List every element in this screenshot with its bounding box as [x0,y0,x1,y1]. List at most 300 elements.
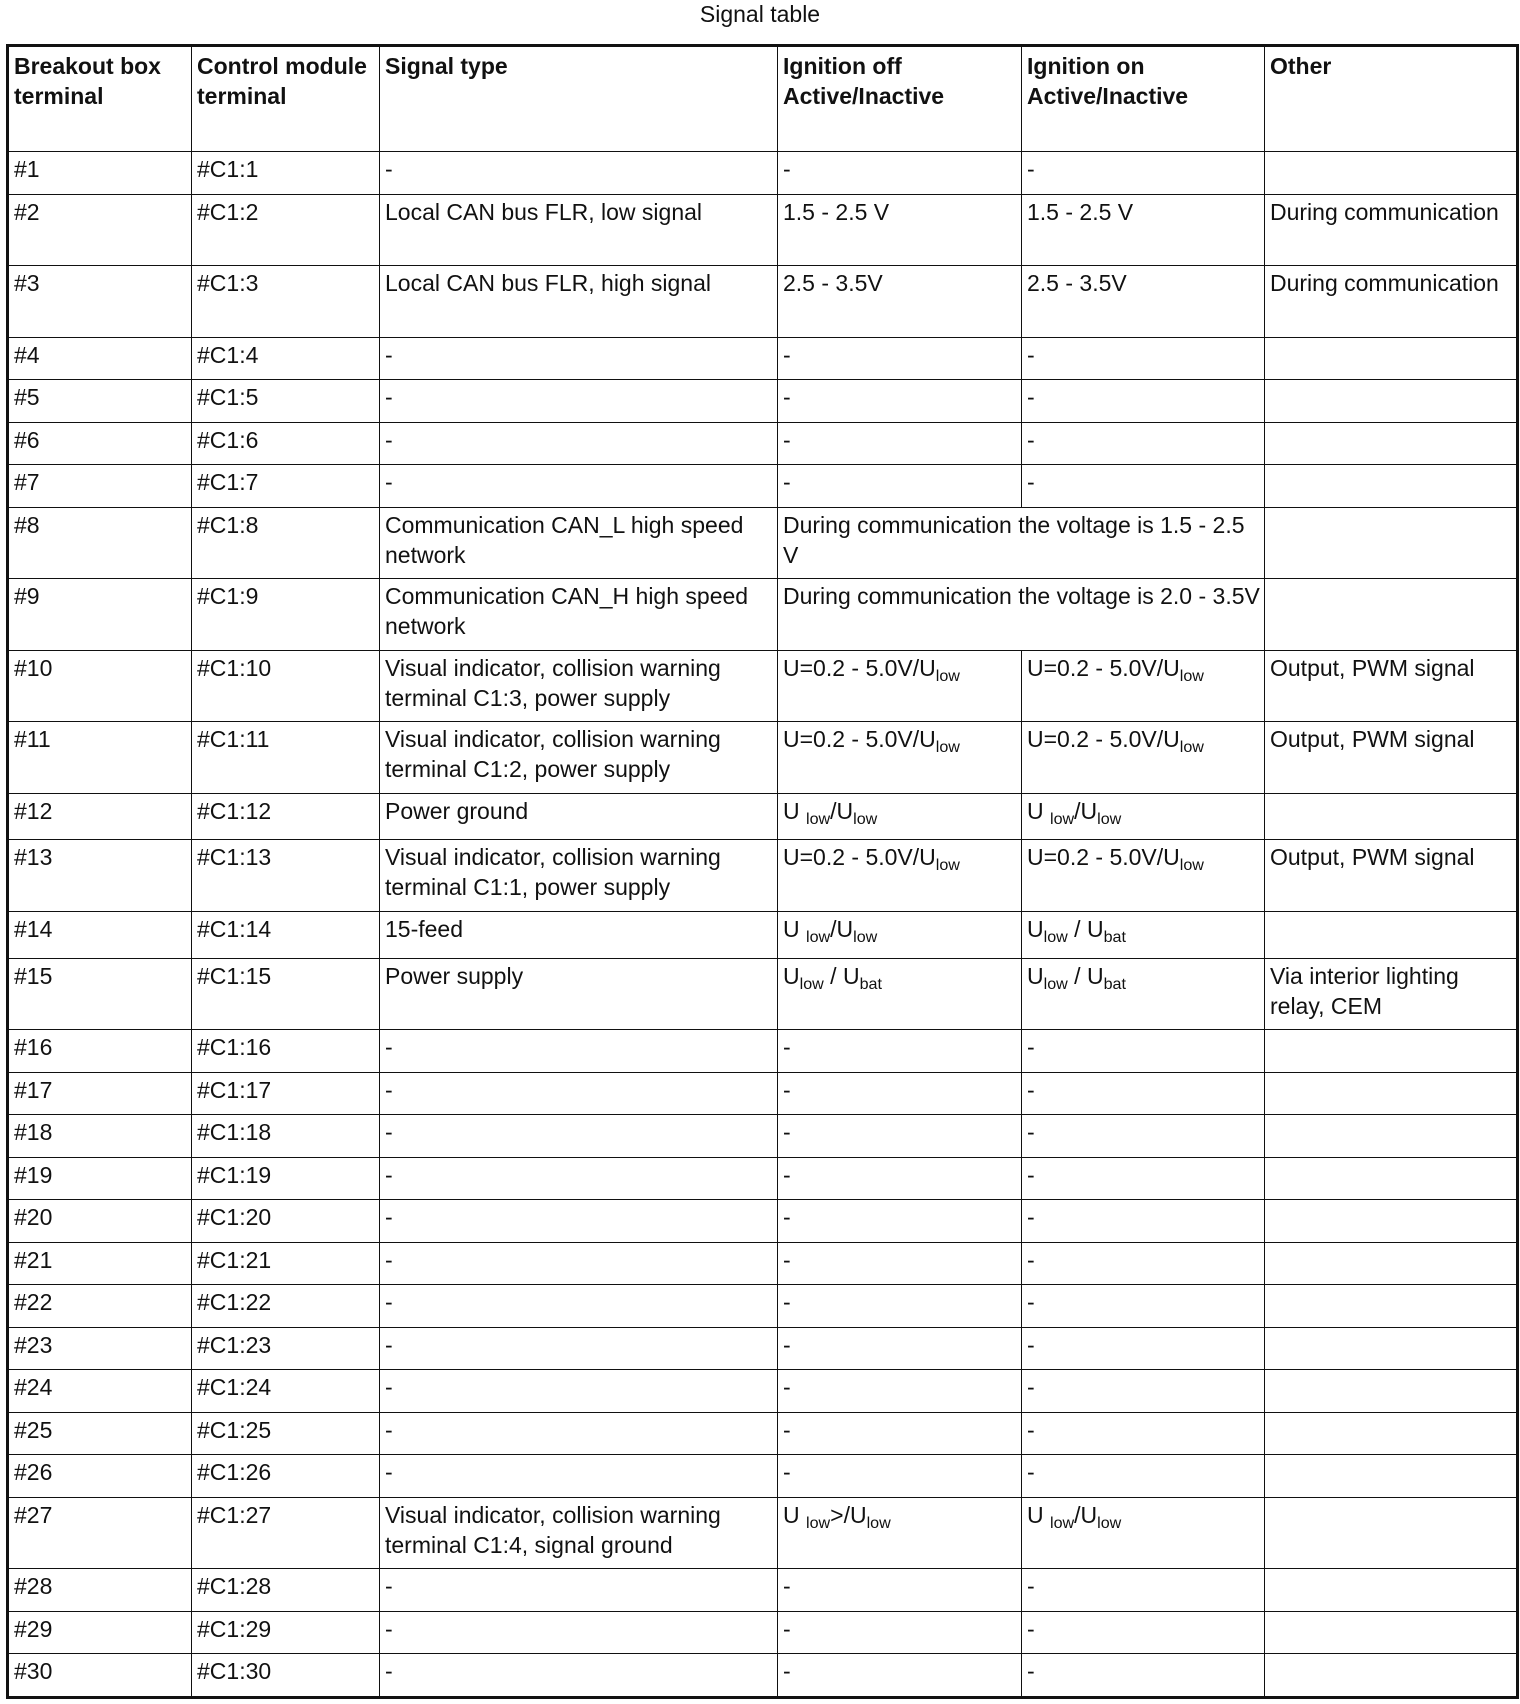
on-value: - [1027,426,1035,453]
ignition-on-cell [1022,465,1265,508]
other-cell [1265,422,1518,465]
ignition-off-cell [778,793,1022,840]
breakout-box-terminal-cell: #11 [8,722,192,794]
on-value: U=0.2 - 5.0V/U [1027,844,1180,871]
control-module-terminal-cell: #C1:21 [192,1242,380,1285]
off-value: - [783,1416,791,1443]
other-cell: Output, PWM signal [1265,722,1518,794]
breakout-box-terminal-cell: #1 [8,152,192,195]
signal-type-cell: - [380,1157,778,1200]
table-row [8,1157,1518,1200]
signal-type-cell: Power ground [380,793,778,840]
breakout-box-terminal-cell: #2 [8,194,192,266]
table-row [8,958,1518,1030]
ignition-on-cell [1022,1030,1265,1073]
off-value-subscript: low [853,927,878,946]
off-value: - [783,1331,791,1358]
table-row [8,1030,1518,1073]
off-value: - [783,341,791,368]
ignition-off-cell [778,1497,1022,1569]
table-row [8,194,1518,266]
table-header [8,46,1518,152]
ignition-on-cell [1022,1115,1265,1158]
header-ignition-on: Ignition on Active/Inactive [1022,46,1265,152]
off-value: - [783,469,791,496]
on-value-subscript: low [1179,856,1204,875]
control-module-terminal-cell: #C1:6 [192,422,380,465]
breakout-box-terminal-cell: #21 [8,1242,192,1285]
ignition-off-cell [778,650,1022,722]
on-value: - [1027,384,1035,411]
table-row [8,1115,1518,1158]
ignition-off-cell [778,1569,1022,1612]
ignition-off-cell [778,380,1022,423]
on-value: - [1027,1076,1035,1103]
off-value: - [783,1204,791,1231]
on-value: - [1027,1034,1035,1061]
on-value: - [1027,1459,1035,1486]
signal-type-cell: - [380,1412,778,1455]
ignition-on-cell [1022,1455,1265,1498]
ignition-on-cell [1022,958,1265,1030]
breakout-box-terminal-cell: #23 [8,1327,192,1370]
signal-type-cell: Local CAN bus FLR, high signal [380,266,778,338]
control-module-terminal-cell: #C1:26 [192,1455,380,1498]
table-row [8,1497,1518,1569]
control-module-terminal-cell: #C1:14 [192,911,380,958]
ignition-off-cell [778,465,1022,508]
ignition-on-cell [1022,1569,1265,1612]
breakout-box-terminal-cell: #10 [8,650,192,722]
signal-type-cell: - [380,1072,778,1115]
on-value: U=0.2 - 5.0V/U [1027,654,1180,681]
control-module-terminal-cell: #C1:3 [192,266,380,338]
on-value: - [1027,1615,1035,1642]
ignition-on-cell [1022,1242,1265,1285]
signal-type-cell: - [380,152,778,195]
other-cell: During communication [1265,266,1518,338]
control-module-terminal-cell: #C1:16 [192,1030,380,1073]
table-row [8,1072,1518,1115]
control-module-terminal-cell: #C1:1 [192,152,380,195]
other-cell [1265,1285,1518,1328]
signal-type-cell: - [380,1285,778,1328]
ignition-off-cell [778,1200,1022,1243]
breakout-box-terminal-cell: #6 [8,422,192,465]
off-value: U=0.2 - 5.0V/U [783,844,936,871]
on-value-subscript: low [1179,666,1204,685]
off-value: - [783,1573,791,1600]
ignition-on-cell [1022,840,1265,912]
ignition-on-cell [1022,1285,1265,1328]
ignition-on-cell [1022,1370,1265,1413]
control-module-terminal-cell: #C1:24 [192,1370,380,1413]
ignition-off-cell [778,194,1022,266]
off-value-part: /U [830,915,854,942]
table-row [8,1285,1518,1328]
control-module-terminal-cell: #C1:23 [192,1327,380,1370]
signal-type-cell: - [380,1569,778,1612]
on-value-part: / U [1067,962,1104,989]
ignition-off-cell [778,1611,1022,1654]
on-value-subscript: low [1043,974,1068,993]
on-value-part: U [1027,962,1044,989]
signal-type-cell: Communication CAN_L high speed network [380,507,778,579]
ignition-off-cell [778,1412,1022,1455]
control-module-terminal-cell: #C1:29 [192,1611,380,1654]
table-row [8,1200,1518,1243]
control-module-terminal-cell: #C1:19 [192,1157,380,1200]
ignition-off-cell [778,266,1022,338]
other-cell [1265,1455,1518,1498]
off-value-subscript: low [866,1513,891,1532]
ignition-off-cell [778,1157,1022,1200]
signal-type-cell: - [380,1327,778,1370]
off-value-part: /U [830,797,854,824]
off-value-part: / U [823,962,860,989]
on-value: - [1027,1119,1035,1146]
breakout-box-terminal-cell: #27 [8,1497,192,1569]
signal-type-cell: - [380,1370,778,1413]
breakout-box-terminal-cell: #24 [8,1370,192,1413]
signal-type-cell: Local CAN bus FLR, low signal [380,194,778,266]
off-value-subscript: low [806,809,831,828]
on-value-part: /U [1074,1501,1098,1528]
breakout-box-terminal-cell: #20 [8,1200,192,1243]
other-cell [1265,911,1518,958]
signal-type-cell: Visual indicator, collision warning terminal C1:3, power supply [380,650,778,722]
on-value-part: /U [1074,797,1098,824]
ignition-on-cell [1022,650,1265,722]
signal-type-cell: - [380,1200,778,1243]
breakout-box-terminal-cell: #22 [8,1285,192,1328]
breakout-box-terminal-cell: #12 [8,793,192,840]
off-value: - [783,1289,791,1316]
breakout-box-terminal-cell: #7 [8,465,192,508]
table-row [8,1242,1518,1285]
ignition-off-cell [778,1030,1022,1073]
other-cell [1265,507,1518,579]
ignition-off-cell [778,1115,1022,1158]
ignition-on-cell [1022,793,1265,840]
control-module-terminal-cell: #C1:30 [192,1654,380,1698]
ignition-off-cell [778,722,1022,794]
breakout-box-terminal-cell: #5 [8,380,192,423]
off-value-subscript: low [935,738,960,757]
other-cell [1265,1157,1518,1200]
breakout-box-terminal-cell: #3 [8,266,192,338]
ignition-on-cell [1022,266,1265,338]
off-value: - [783,1459,791,1486]
breakout-box-terminal-cell: #28 [8,1569,192,1612]
ignition-off-cell [778,1242,1022,1285]
other-cell [1265,152,1518,195]
control-module-terminal-cell: #C1:2 [192,194,380,266]
off-value: - [783,426,791,453]
off-value: - [783,156,791,182]
ignition-off-cell [778,422,1022,465]
signal-type-cell: Power supply [380,958,778,1030]
table-row [8,1412,1518,1455]
table-caption: Signal table [699,1,821,27]
on-value-part: U [1027,1501,1050,1528]
other-cell [1265,1242,1518,1285]
breakout-box-terminal-cell: #30 [8,1654,192,1698]
ignition-on-cell [1022,1412,1265,1455]
table-row [8,579,1518,651]
ignition-off-cell [778,911,1022,958]
on-value: - [1027,1331,1035,1358]
on-value-subscript: low [1097,1513,1122,1532]
table-row [8,793,1518,840]
ignition-off-cell [778,152,1022,195]
control-module-terminal-cell: #C1:10 [192,650,380,722]
signal-type-cell: - [380,337,778,380]
on-value: - [1027,341,1035,368]
table-row [8,1569,1518,1612]
ignition-on-cell [1022,722,1265,794]
breakout-box-terminal-cell: #29 [8,1611,192,1654]
table-row [8,507,1518,579]
off-value: - [783,1076,791,1103]
ignition-off-cell [778,1654,1022,1698]
table-row [8,465,1518,508]
off-value-part: U [783,1501,806,1528]
breakout-box-terminal-cell: #9 [8,579,192,651]
control-module-terminal-cell: #C1:9 [192,579,380,651]
table-row [8,911,1518,958]
table-row [8,840,1518,912]
table-row [8,1654,1518,1698]
breakout-box-terminal-cell: #8 [8,507,192,579]
ignition-on-cell [1022,1157,1265,1200]
table-row [8,337,1518,380]
control-module-terminal-cell: #C1:27 [192,1497,380,1569]
on-value: - [1027,1204,1035,1231]
ignition-on-cell [1022,911,1265,958]
table-row [8,1370,1518,1413]
other-cell [1265,1611,1518,1654]
control-module-terminal-cell: #C1:8 [192,507,380,579]
breakout-box-terminal-cell: #16 [8,1030,192,1073]
table-row [8,380,1518,423]
other-cell [1265,1412,1518,1455]
breakout-box-terminal-cell: #14 [8,911,192,958]
ignition-off-cell [778,1455,1022,1498]
breakout-box-terminal-cell: #19 [8,1157,192,1200]
on-value: - [1027,1161,1035,1188]
on-value: 1.5 - 2.5 V [1027,198,1134,225]
ignition-on-cell [1022,1654,1265,1698]
control-module-terminal-cell: #C1:11 [192,722,380,794]
off-value-subscript: low [935,666,960,685]
off-value: - [783,1246,791,1273]
header-control-module-terminal: Control module terminal [192,46,380,152]
on-value: - [1027,1374,1035,1401]
off-value: - [783,1658,791,1685]
other-cell: Output, PWM signal [1265,650,1518,722]
on-value-subscript: low [1050,809,1075,828]
on-value-subscript: bat [1103,927,1126,946]
control-module-terminal-cell: #C1:13 [192,840,380,912]
header-other: Other [1265,46,1518,152]
ignition-merged-cell: During communication the voltage is 1.5 - 2.5 V [778,507,1265,579]
on-value: - [1027,1246,1035,1273]
off-value-subscript: low [806,927,831,946]
ignition-on-cell [1022,422,1265,465]
other-cell [1265,1200,1518,1243]
other-cell [1265,1030,1518,1073]
control-module-terminal-cell: #C1:5 [192,380,380,423]
other-cell: Output, PWM signal [1265,840,1518,912]
breakout-box-terminal-cell: #25 [8,1412,192,1455]
control-module-terminal-cell: #C1:28 [192,1569,380,1612]
ignition-on-cell [1022,1611,1265,1654]
control-module-terminal-cell: #C1:20 [192,1200,380,1243]
signal-type-cell: Visual indicator, collision warning terminal C1:4, signal ground [380,1497,778,1569]
table-row [8,422,1518,465]
ignition-merged-cell: During communication the voltage is 2.0 - 3.5V [778,579,1265,651]
other-cell [1265,1115,1518,1158]
on-value-subscript: low [1050,1513,1075,1532]
table-row [8,1611,1518,1654]
other-cell: Via interior lighting relay, CEM [1265,958,1518,1030]
signal-type-cell: - [380,1611,778,1654]
ignition-on-cell [1022,380,1265,423]
table-row [8,1327,1518,1370]
off-value: - [783,384,791,411]
off-value-part: U [783,962,800,989]
ignition-on-cell [1022,194,1265,266]
ignition-on-cell [1022,1497,1265,1569]
on-value-subscript: low [1043,927,1068,946]
off-value: - [783,1161,791,1188]
header-breakout-box-terminal: Breakout box terminal [8,46,192,152]
off-value: - [783,1119,791,1146]
off-value-subscript: low [935,856,960,875]
other-cell [1265,793,1518,840]
signal-table [6,44,1519,1699]
header-ignition-off: Ignition off Active/Inactive [778,46,1022,152]
off-value: - [783,1615,791,1642]
ignition-off-cell [778,1285,1022,1328]
signal-type-cell: - [380,465,778,508]
ignition-on-cell [1022,1200,1265,1243]
on-value: - [1027,1416,1035,1443]
on-value-part: / U [1067,915,1104,942]
control-module-terminal-cell: #C1:7 [192,465,380,508]
breakout-box-terminal-cell: #13 [8,840,192,912]
ignition-off-cell [778,840,1022,912]
header-row [8,46,1518,152]
on-value: - [1027,1289,1035,1316]
signal-type-cell: Visual indicator, collision warning terminal C1:2, power supply [380,722,778,794]
off-value-subscript: low [799,974,824,993]
ignition-off-cell [778,337,1022,380]
control-module-terminal-cell: #C1:15 [192,958,380,1030]
other-cell [1265,1072,1518,1115]
breakout-box-terminal-cell: #17 [8,1072,192,1115]
off-value-part: U [783,797,806,824]
control-module-terminal-cell: #C1:4 [192,337,380,380]
table-row [8,1455,1518,1498]
on-value: 2.5 - 3.5V [1027,270,1127,297]
control-module-terminal-cell: #C1:25 [192,1412,380,1455]
off-value-subscript: bat [859,974,882,993]
breakout-box-terminal-cell: #26 [8,1455,192,1498]
signal-type-cell: - [380,1455,778,1498]
ignition-on-cell [1022,1072,1265,1115]
control-module-terminal-cell: #C1:12 [192,793,380,840]
ignition-off-cell [778,958,1022,1030]
other-cell [1265,1654,1518,1698]
signal-type-cell: - [380,1115,778,1158]
control-module-terminal-cell: #C1:22 [192,1285,380,1328]
off-value: - [783,1034,791,1061]
other-cell [1265,1497,1518,1569]
on-value-part: U [1027,797,1050,824]
on-value: - [1027,469,1035,496]
signal-type-cell: Visual indicator, collision warning terminal C1:1, power supply [380,840,778,912]
signal-type-cell: - [380,1654,778,1698]
signal-type-cell: - [380,1030,778,1073]
control-module-terminal-cell: #C1:17 [192,1072,380,1115]
breakout-box-terminal-cell: #18 [8,1115,192,1158]
on-value-subscript: low [1097,809,1122,828]
table-body [8,152,1518,1698]
table-row [8,266,1518,338]
on-value-part: U [1027,915,1044,942]
off-value: 2.5 - 3.5V [783,270,883,297]
on-value-subscript: bat [1103,974,1126,993]
on-value: - [1027,1658,1035,1685]
breakout-box-terminal-cell: #15 [8,958,192,1030]
other-cell [1265,380,1518,423]
off-value: U=0.2 - 5.0V/U [783,726,936,753]
other-cell [1265,1370,1518,1413]
other-cell [1265,1327,1518,1370]
ignition-on-cell [1022,152,1265,195]
ignition-off-cell [778,1072,1022,1115]
other-cell [1265,337,1518,380]
breakout-box-terminal-cell: #4 [8,337,192,380]
ignition-off-cell [778,1327,1022,1370]
other-cell [1265,1569,1518,1612]
signal-type-cell: 15-feed [380,911,778,958]
on-value: - [1027,156,1035,182]
control-module-terminal-cell: #C1:18 [192,1115,380,1158]
signal-type-cell: - [380,422,778,465]
signal-type-cell: - [380,380,778,423]
table-row [8,152,1518,195]
other-cell [1265,579,1518,651]
header-signal-type: Signal type [380,46,778,152]
off-value-part: >/U [830,1501,867,1528]
on-value: - [1027,1573,1035,1600]
off-value: U=0.2 - 5.0V/U [783,654,936,681]
off-value-subscript: low [806,1513,831,1532]
on-value: U=0.2 - 5.0V/U [1027,726,1180,753]
signal-type-cell: - [380,1242,778,1285]
table-row [8,650,1518,722]
off-value-subscript: low [853,809,878,828]
other-cell [1265,465,1518,508]
on-value-subscript: low [1179,738,1204,757]
off-value: - [783,1374,791,1401]
off-value-part: U [783,915,806,942]
table-row [8,722,1518,794]
off-value: 1.5 - 2.5 V [783,198,890,225]
